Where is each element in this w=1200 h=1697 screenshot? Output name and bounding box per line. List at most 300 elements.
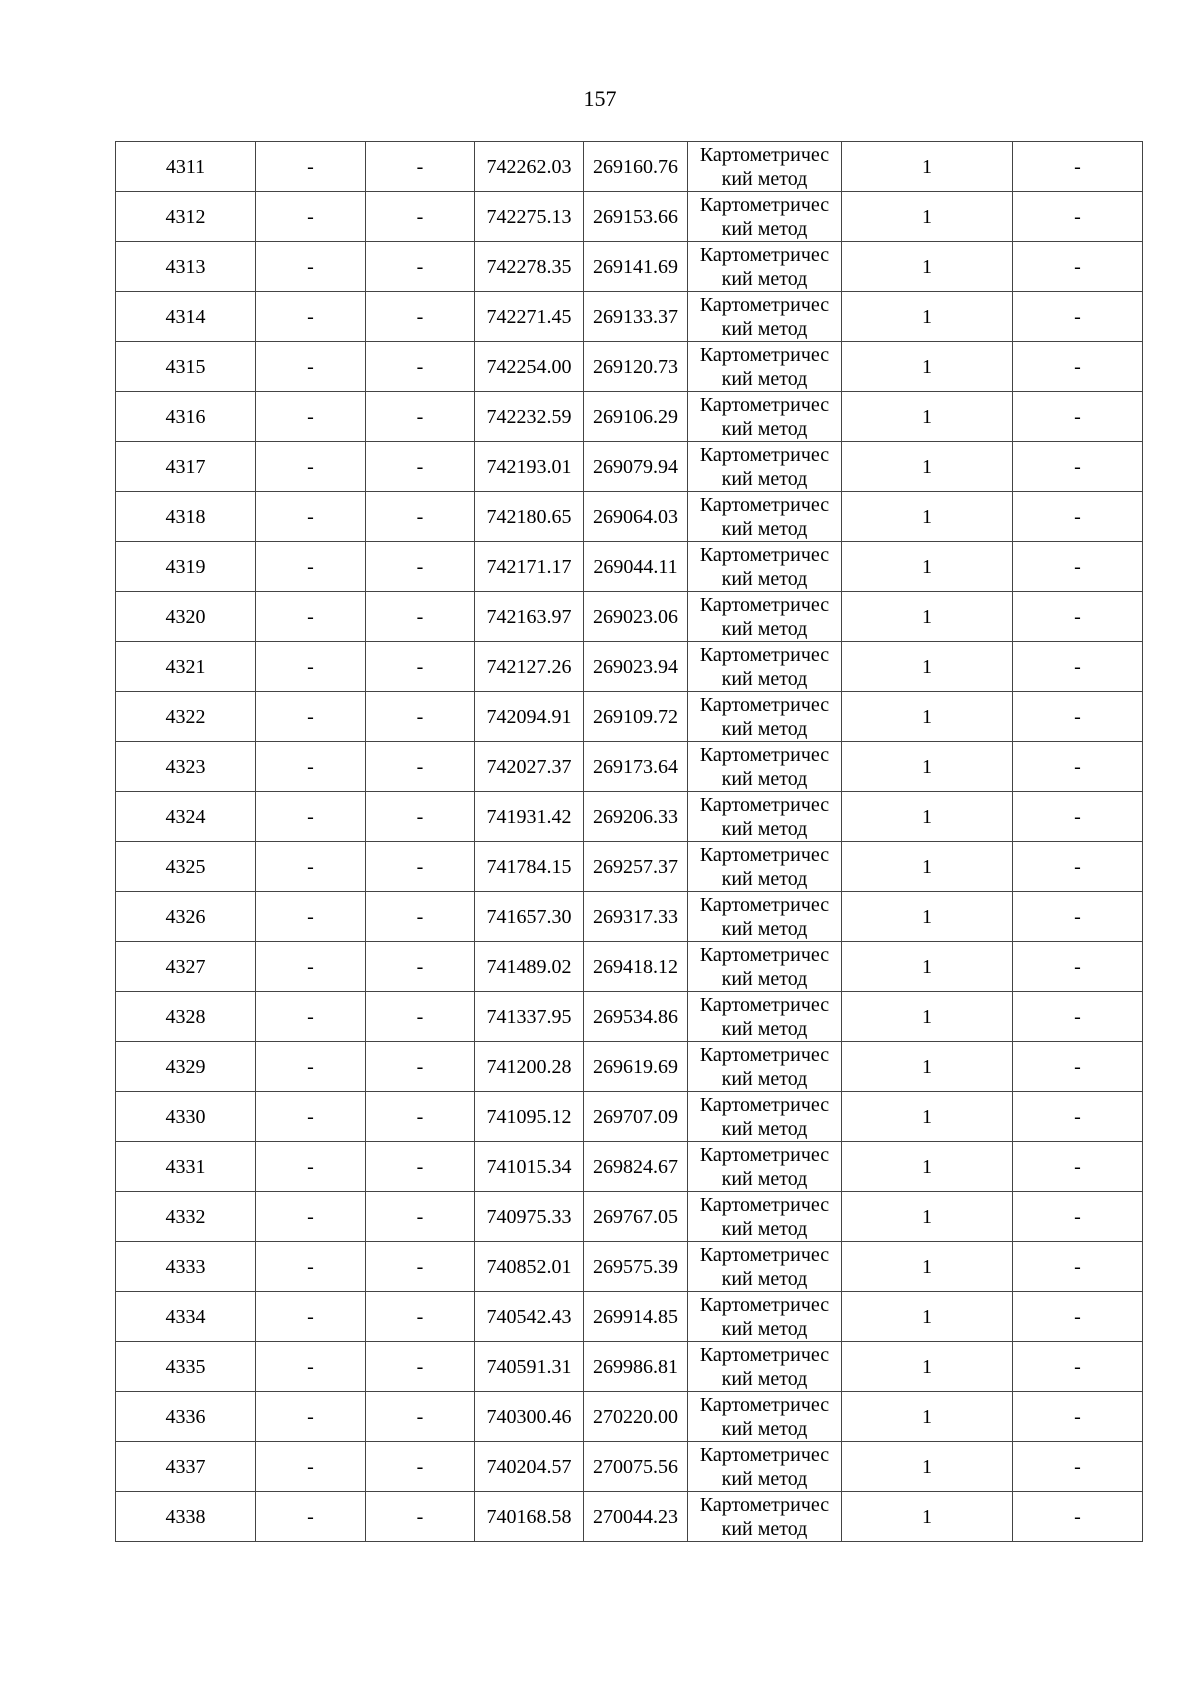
empty-value-cell: - bbox=[1013, 692, 1143, 742]
method-line-1: Картометричес bbox=[699, 293, 830, 316]
method-line-2: кий метод bbox=[721, 1417, 808, 1440]
table-row bbox=[116, 592, 1143, 642]
point-number-cell: 4314 bbox=[116, 292, 256, 342]
method-line-2: кий метод bbox=[721, 317, 808, 340]
method-cell bbox=[688, 542, 842, 592]
x-coordinate-cell: 742254.00 bbox=[475, 342, 584, 392]
method-line-1: Картометричес bbox=[699, 593, 830, 616]
method-line-2: кий метод bbox=[721, 767, 808, 790]
x-coordinate-cell: 742180.65 bbox=[475, 492, 584, 542]
x-coordinate-cell: 740852.01 bbox=[475, 1242, 584, 1292]
method-cell bbox=[688, 892, 842, 942]
method-line-2: кий метод bbox=[721, 1017, 808, 1040]
accuracy-cell: 1 bbox=[842, 692, 1013, 742]
x-coordinate-cell: 740168.58 bbox=[475, 1492, 584, 1542]
empty-value-cell: - bbox=[256, 1092, 366, 1142]
method-cell bbox=[688, 242, 842, 292]
method-line-1: Картометричес bbox=[699, 1243, 830, 1266]
method-cell bbox=[688, 1392, 842, 1442]
table-row bbox=[116, 1192, 1143, 1242]
method-cell bbox=[688, 392, 842, 442]
y-coordinate-cell: 270220.00 bbox=[584, 1392, 688, 1442]
method-cell bbox=[688, 442, 842, 492]
x-coordinate-cell: 740975.33 bbox=[475, 1192, 584, 1242]
x-coordinate-cell: 742127.26 bbox=[475, 642, 584, 692]
method-line-2: кий метод bbox=[721, 1317, 808, 1340]
method-line-2: кий метод bbox=[721, 667, 808, 690]
empty-value-cell: - bbox=[366, 1442, 475, 1492]
table-row bbox=[116, 892, 1143, 942]
accuracy-cell: 1 bbox=[842, 542, 1013, 592]
point-number-cell: 4330 bbox=[116, 1092, 256, 1142]
method-line-1: Картометричес bbox=[699, 843, 830, 866]
method-cell bbox=[688, 942, 842, 992]
method-line-1: Картометричес bbox=[699, 1193, 830, 1216]
accuracy-cell: 1 bbox=[842, 242, 1013, 292]
table-row bbox=[116, 292, 1143, 342]
empty-value-cell: - bbox=[256, 1342, 366, 1392]
y-coordinate-cell: 269173.64 bbox=[584, 742, 688, 792]
method-line-1: Картометричес bbox=[699, 493, 830, 516]
empty-value-cell: - bbox=[366, 442, 475, 492]
empty-value-cell: - bbox=[256, 792, 366, 842]
accuracy-cell: 1 bbox=[842, 642, 1013, 692]
point-number-cell: 4323 bbox=[116, 742, 256, 792]
empty-value-cell: - bbox=[366, 742, 475, 792]
empty-value-cell: - bbox=[1013, 642, 1143, 692]
method-line-1: Картометричес bbox=[699, 443, 830, 466]
empty-value-cell: - bbox=[1013, 492, 1143, 542]
empty-value-cell: - bbox=[256, 342, 366, 392]
x-coordinate-cell: 742171.17 bbox=[475, 542, 584, 592]
method-cell bbox=[688, 1242, 842, 1292]
method-line-2: кий метод bbox=[721, 1217, 808, 1240]
empty-value-cell: - bbox=[1013, 792, 1143, 842]
empty-value-cell: - bbox=[1013, 1242, 1143, 1292]
empty-value-cell: - bbox=[366, 492, 475, 542]
accuracy-cell: 1 bbox=[842, 942, 1013, 992]
accuracy-cell: 1 bbox=[842, 142, 1013, 192]
empty-value-cell: - bbox=[366, 1242, 475, 1292]
empty-value-cell: - bbox=[1013, 742, 1143, 792]
method-line-2: кий метод bbox=[721, 867, 808, 890]
method-line-1: Картометричес bbox=[699, 1293, 830, 1316]
empty-value-cell: - bbox=[256, 242, 366, 292]
method-line-2: кий метод bbox=[721, 217, 808, 240]
table-row bbox=[116, 392, 1143, 442]
point-number-cell: 4319 bbox=[116, 542, 256, 592]
x-coordinate-cell: 742232.59 bbox=[475, 392, 584, 442]
empty-value-cell: - bbox=[256, 142, 366, 192]
empty-value-cell: - bbox=[366, 592, 475, 642]
x-coordinate-cell: 741784.15 bbox=[475, 842, 584, 892]
table-row bbox=[116, 492, 1143, 542]
method-cell bbox=[688, 592, 842, 642]
empty-value-cell: - bbox=[366, 792, 475, 842]
method-cell bbox=[688, 1092, 842, 1142]
accuracy-cell: 1 bbox=[842, 1092, 1013, 1142]
method-line-1: Картометричес bbox=[699, 1343, 830, 1366]
accuracy-cell: 1 bbox=[842, 1392, 1013, 1442]
empty-value-cell: - bbox=[256, 1392, 366, 1442]
empty-value-cell: - bbox=[1013, 442, 1143, 492]
x-coordinate-cell: 741200.28 bbox=[475, 1042, 584, 1092]
table-row bbox=[116, 192, 1143, 242]
accuracy-cell: 1 bbox=[842, 492, 1013, 542]
empty-value-cell: - bbox=[366, 1492, 475, 1542]
x-coordinate-cell: 741337.95 bbox=[475, 992, 584, 1042]
method-line-1: Картометричес bbox=[699, 1093, 830, 1116]
method-line-2: кий метод bbox=[721, 517, 808, 540]
table-row bbox=[116, 692, 1143, 742]
point-number-cell: 4322 bbox=[116, 692, 256, 742]
point-number-cell: 4318 bbox=[116, 492, 256, 542]
point-number-cell: 4311 bbox=[116, 142, 256, 192]
empty-value-cell: - bbox=[366, 542, 475, 592]
empty-value-cell: - bbox=[256, 1442, 366, 1492]
empty-value-cell: - bbox=[256, 1142, 366, 1192]
y-coordinate-cell: 269534.86 bbox=[584, 992, 688, 1042]
empty-value-cell: - bbox=[1013, 592, 1143, 642]
point-number-cell: 4313 bbox=[116, 242, 256, 292]
method-line-2: кий метод bbox=[721, 167, 808, 190]
empty-value-cell: - bbox=[366, 1092, 475, 1142]
empty-value-cell: - bbox=[1013, 342, 1143, 392]
empty-value-cell: - bbox=[1013, 1442, 1143, 1492]
table-row bbox=[116, 442, 1143, 492]
empty-value-cell: - bbox=[366, 942, 475, 992]
point-number-cell: 4316 bbox=[116, 392, 256, 442]
table-body bbox=[116, 142, 1143, 1542]
table-row bbox=[116, 1042, 1143, 1092]
table-row bbox=[116, 1092, 1143, 1142]
empty-value-cell: - bbox=[256, 1192, 366, 1242]
table-row bbox=[116, 942, 1143, 992]
empty-value-cell: - bbox=[256, 1042, 366, 1092]
point-number-cell: 4336 bbox=[116, 1392, 256, 1442]
point-number-cell: 4331 bbox=[116, 1142, 256, 1192]
empty-value-cell: - bbox=[1013, 292, 1143, 342]
method-line-2: кий метод bbox=[721, 917, 808, 940]
y-coordinate-cell: 269317.33 bbox=[584, 892, 688, 942]
empty-value-cell: - bbox=[1013, 192, 1143, 242]
table-row bbox=[116, 1242, 1143, 1292]
empty-value-cell: - bbox=[256, 692, 366, 742]
x-coordinate-cell: 742094.91 bbox=[475, 692, 584, 742]
table-row bbox=[116, 842, 1143, 892]
accuracy-cell: 1 bbox=[842, 1342, 1013, 1392]
point-number-cell: 4332 bbox=[116, 1192, 256, 1242]
accuracy-cell: 1 bbox=[842, 1292, 1013, 1342]
empty-value-cell: - bbox=[366, 1292, 475, 1342]
empty-value-cell: - bbox=[256, 842, 366, 892]
method-line-2: кий метод bbox=[721, 367, 808, 390]
y-coordinate-cell: 269619.69 bbox=[584, 1042, 688, 1092]
accuracy-cell: 1 bbox=[842, 1192, 1013, 1242]
x-coordinate-cell: 742027.37 bbox=[475, 742, 584, 792]
table-row bbox=[116, 792, 1143, 842]
empty-value-cell: - bbox=[366, 992, 475, 1042]
y-coordinate-cell: 269133.37 bbox=[584, 292, 688, 342]
empty-value-cell: - bbox=[1013, 1392, 1143, 1442]
empty-value-cell: - bbox=[256, 992, 366, 1042]
method-cell bbox=[688, 1342, 842, 1392]
point-number-cell: 4335 bbox=[116, 1342, 256, 1392]
method-line-2: кий метод bbox=[721, 1117, 808, 1140]
method-line-1: Картометричес bbox=[699, 693, 830, 716]
empty-value-cell: - bbox=[1013, 1342, 1143, 1392]
accuracy-cell: 1 bbox=[842, 992, 1013, 1042]
empty-value-cell: - bbox=[366, 292, 475, 342]
table-row bbox=[116, 1342, 1143, 1392]
table-row bbox=[116, 742, 1143, 792]
empty-value-cell: - bbox=[366, 1192, 475, 1242]
method-line-1: Картометричес bbox=[699, 743, 830, 766]
table-row bbox=[116, 1392, 1143, 1442]
table-row bbox=[116, 142, 1143, 192]
empty-value-cell: - bbox=[366, 892, 475, 942]
table-row bbox=[116, 542, 1143, 592]
y-coordinate-cell: 269106.29 bbox=[584, 392, 688, 442]
accuracy-cell: 1 bbox=[842, 442, 1013, 492]
accuracy-cell: 1 bbox=[842, 392, 1013, 442]
method-line-2: кий метод bbox=[721, 467, 808, 490]
empty-value-cell: - bbox=[366, 692, 475, 742]
point-number-cell: 4312 bbox=[116, 192, 256, 242]
point-number-cell: 4329 bbox=[116, 1042, 256, 1092]
accuracy-cell: 1 bbox=[842, 192, 1013, 242]
method-line-2: кий метод bbox=[721, 1367, 808, 1390]
empty-value-cell: - bbox=[256, 942, 366, 992]
method-line-2: кий метод bbox=[721, 1517, 808, 1540]
empty-value-cell: - bbox=[366, 392, 475, 442]
x-coordinate-cell: 741015.34 bbox=[475, 1142, 584, 1192]
method-line-2: кий метод bbox=[721, 717, 808, 740]
table-row bbox=[116, 1442, 1143, 1492]
method-line-2: кий метод bbox=[721, 267, 808, 290]
y-coordinate-cell: 269023.94 bbox=[584, 642, 688, 692]
x-coordinate-cell: 741931.42 bbox=[475, 792, 584, 842]
table-row bbox=[116, 992, 1143, 1042]
x-coordinate-cell: 742163.97 bbox=[475, 592, 584, 642]
accuracy-cell: 1 bbox=[842, 742, 1013, 792]
method-cell bbox=[688, 992, 842, 1042]
empty-value-cell: - bbox=[256, 742, 366, 792]
empty-value-cell: - bbox=[366, 1392, 475, 1442]
y-coordinate-cell: 269064.03 bbox=[584, 492, 688, 542]
empty-value-cell: - bbox=[1013, 1492, 1143, 1542]
point-number-cell: 4326 bbox=[116, 892, 256, 942]
empty-value-cell: - bbox=[1013, 1092, 1143, 1142]
empty-value-cell: - bbox=[256, 492, 366, 542]
accuracy-cell: 1 bbox=[842, 1492, 1013, 1542]
point-number-cell: 4325 bbox=[116, 842, 256, 892]
point-number-cell: 4333 bbox=[116, 1242, 256, 1292]
y-coordinate-cell: 269044.11 bbox=[584, 542, 688, 592]
method-cell bbox=[688, 1292, 842, 1342]
method-line-1: Картометричес bbox=[699, 943, 830, 966]
method-line-2: кий метод bbox=[721, 567, 808, 590]
point-number-cell: 4328 bbox=[116, 992, 256, 1042]
accuracy-cell: 1 bbox=[842, 592, 1013, 642]
method-cell bbox=[688, 1442, 842, 1492]
empty-value-cell: - bbox=[256, 392, 366, 442]
y-coordinate-cell: 269079.94 bbox=[584, 442, 688, 492]
empty-value-cell: - bbox=[1013, 142, 1143, 192]
empty-value-cell: - bbox=[366, 842, 475, 892]
x-coordinate-cell: 742271.45 bbox=[475, 292, 584, 342]
accuracy-cell: 1 bbox=[842, 792, 1013, 842]
method-line-1: Картометричес bbox=[699, 1043, 830, 1066]
method-line-1: Картометричес bbox=[699, 643, 830, 666]
x-coordinate-cell: 741489.02 bbox=[475, 942, 584, 992]
method-cell bbox=[688, 742, 842, 792]
method-line-1: Картометричес bbox=[699, 1493, 830, 1516]
empty-value-cell: - bbox=[256, 642, 366, 692]
table-row bbox=[116, 1142, 1143, 1192]
y-coordinate-cell: 269120.73 bbox=[584, 342, 688, 392]
empty-value-cell: - bbox=[1013, 1292, 1143, 1342]
y-coordinate-cell: 269023.06 bbox=[584, 592, 688, 642]
method-line-1: Картометричес bbox=[699, 393, 830, 416]
method-cell bbox=[688, 642, 842, 692]
method-cell bbox=[688, 192, 842, 242]
empty-value-cell: - bbox=[366, 142, 475, 192]
empty-value-cell: - bbox=[366, 642, 475, 692]
method-cell bbox=[688, 1042, 842, 1092]
method-cell bbox=[688, 292, 842, 342]
empty-value-cell: - bbox=[366, 1142, 475, 1192]
method-cell bbox=[688, 1192, 842, 1242]
accuracy-cell: 1 bbox=[842, 1442, 1013, 1492]
accuracy-cell: 1 bbox=[842, 342, 1013, 392]
point-number-cell: 4320 bbox=[116, 592, 256, 642]
empty-value-cell: - bbox=[256, 892, 366, 942]
empty-value-cell: - bbox=[366, 1342, 475, 1392]
method-cell bbox=[688, 792, 842, 842]
table-row bbox=[116, 342, 1143, 392]
empty-value-cell: - bbox=[256, 592, 366, 642]
x-coordinate-cell: 742193.01 bbox=[475, 442, 584, 492]
point-number-cell: 4338 bbox=[116, 1492, 256, 1542]
point-number-cell: 4334 bbox=[116, 1292, 256, 1342]
method-line-1: Картометричес bbox=[699, 243, 830, 266]
empty-value-cell: - bbox=[256, 542, 366, 592]
method-line-1: Картометричес bbox=[699, 1393, 830, 1416]
empty-value-cell: - bbox=[256, 1492, 366, 1542]
method-line-2: кий метод bbox=[721, 1467, 808, 1490]
empty-value-cell: - bbox=[1013, 992, 1143, 1042]
y-coordinate-cell: 270044.23 bbox=[584, 1492, 688, 1542]
y-coordinate-cell: 269153.66 bbox=[584, 192, 688, 242]
x-coordinate-cell: 740542.43 bbox=[475, 1292, 584, 1342]
table-row bbox=[116, 1492, 1143, 1542]
empty-value-cell: - bbox=[1013, 1142, 1143, 1192]
x-coordinate-cell: 742278.35 bbox=[475, 242, 584, 292]
y-coordinate-cell: 269160.76 bbox=[584, 142, 688, 192]
point-number-cell: 4315 bbox=[116, 342, 256, 392]
method-line-2: кий метод bbox=[721, 1267, 808, 1290]
method-line-1: Картометричес bbox=[699, 893, 830, 916]
point-number-cell: 4321 bbox=[116, 642, 256, 692]
empty-value-cell: - bbox=[366, 1042, 475, 1092]
method-line-1: Картометричес bbox=[699, 343, 830, 366]
empty-value-cell: - bbox=[1013, 1042, 1143, 1092]
x-coordinate-cell: 740204.57 bbox=[475, 1442, 584, 1492]
empty-value-cell: - bbox=[1013, 892, 1143, 942]
page-number: 157 bbox=[583, 86, 617, 111]
accuracy-cell: 1 bbox=[842, 1242, 1013, 1292]
method-cell bbox=[688, 842, 842, 892]
x-coordinate-cell: 742275.13 bbox=[475, 192, 584, 242]
method-line-1: Картометричес bbox=[699, 193, 830, 216]
x-coordinate-cell: 741657.30 bbox=[475, 892, 584, 942]
method-cell bbox=[688, 142, 842, 192]
y-coordinate-cell: 269206.33 bbox=[584, 792, 688, 842]
empty-value-cell: - bbox=[256, 442, 366, 492]
method-line-2: кий метод bbox=[721, 817, 808, 840]
method-line-1: Картометричес bbox=[699, 793, 830, 816]
empty-value-cell: - bbox=[1013, 242, 1143, 292]
method-line-1: Картометричес bbox=[699, 1443, 830, 1466]
y-coordinate-cell: 269986.81 bbox=[584, 1342, 688, 1392]
method-line-1: Картометричес bbox=[699, 1143, 830, 1166]
empty-value-cell: - bbox=[1013, 392, 1143, 442]
table-row bbox=[116, 242, 1143, 292]
accuracy-cell: 1 bbox=[842, 292, 1013, 342]
y-coordinate-cell: 269575.39 bbox=[584, 1242, 688, 1292]
empty-value-cell: - bbox=[366, 192, 475, 242]
method-line-1: Картометричес bbox=[699, 543, 830, 566]
point-number-cell: 4317 bbox=[116, 442, 256, 492]
x-coordinate-cell: 742262.03 bbox=[475, 142, 584, 192]
method-line-1: Картометричес bbox=[699, 993, 830, 1016]
empty-value-cell: - bbox=[256, 292, 366, 342]
y-coordinate-cell: 269257.37 bbox=[584, 842, 688, 892]
accuracy-cell: 1 bbox=[842, 842, 1013, 892]
method-cell bbox=[688, 1492, 842, 1542]
method-line-2: кий метод bbox=[721, 417, 808, 440]
empty-value-cell: - bbox=[1013, 1192, 1143, 1242]
empty-value-cell: - bbox=[366, 342, 475, 392]
method-line-1: Картометричес bbox=[699, 143, 830, 166]
method-line-2: кий метод bbox=[721, 967, 808, 990]
empty-value-cell: - bbox=[1013, 942, 1143, 992]
empty-value-cell: - bbox=[256, 1242, 366, 1292]
method-cell bbox=[688, 492, 842, 542]
y-coordinate-cell: 269824.67 bbox=[584, 1142, 688, 1192]
y-coordinate-cell: 269767.05 bbox=[584, 1192, 688, 1242]
y-coordinate-cell: 269707.09 bbox=[584, 1092, 688, 1142]
method-line-2: кий метод bbox=[721, 1167, 808, 1190]
empty-value-cell: - bbox=[366, 242, 475, 292]
x-coordinate-cell: 741095.12 bbox=[475, 1092, 584, 1142]
method-line-2: кий метод bbox=[721, 617, 808, 640]
accuracy-cell: 1 bbox=[842, 1142, 1013, 1192]
empty-value-cell: - bbox=[256, 1292, 366, 1342]
y-coordinate-cell: 269109.72 bbox=[584, 692, 688, 742]
y-coordinate-cell: 270075.56 bbox=[584, 1442, 688, 1492]
y-coordinate-cell: 269418.12 bbox=[584, 942, 688, 992]
point-number-cell: 4327 bbox=[116, 942, 256, 992]
method-cell bbox=[688, 1142, 842, 1192]
method-cell bbox=[688, 342, 842, 392]
empty-value-cell: - bbox=[1013, 842, 1143, 892]
table-row bbox=[116, 1292, 1143, 1342]
empty-value-cell: - bbox=[1013, 542, 1143, 592]
y-coordinate-cell: 269914.85 bbox=[584, 1292, 688, 1342]
empty-value-cell: - bbox=[256, 192, 366, 242]
